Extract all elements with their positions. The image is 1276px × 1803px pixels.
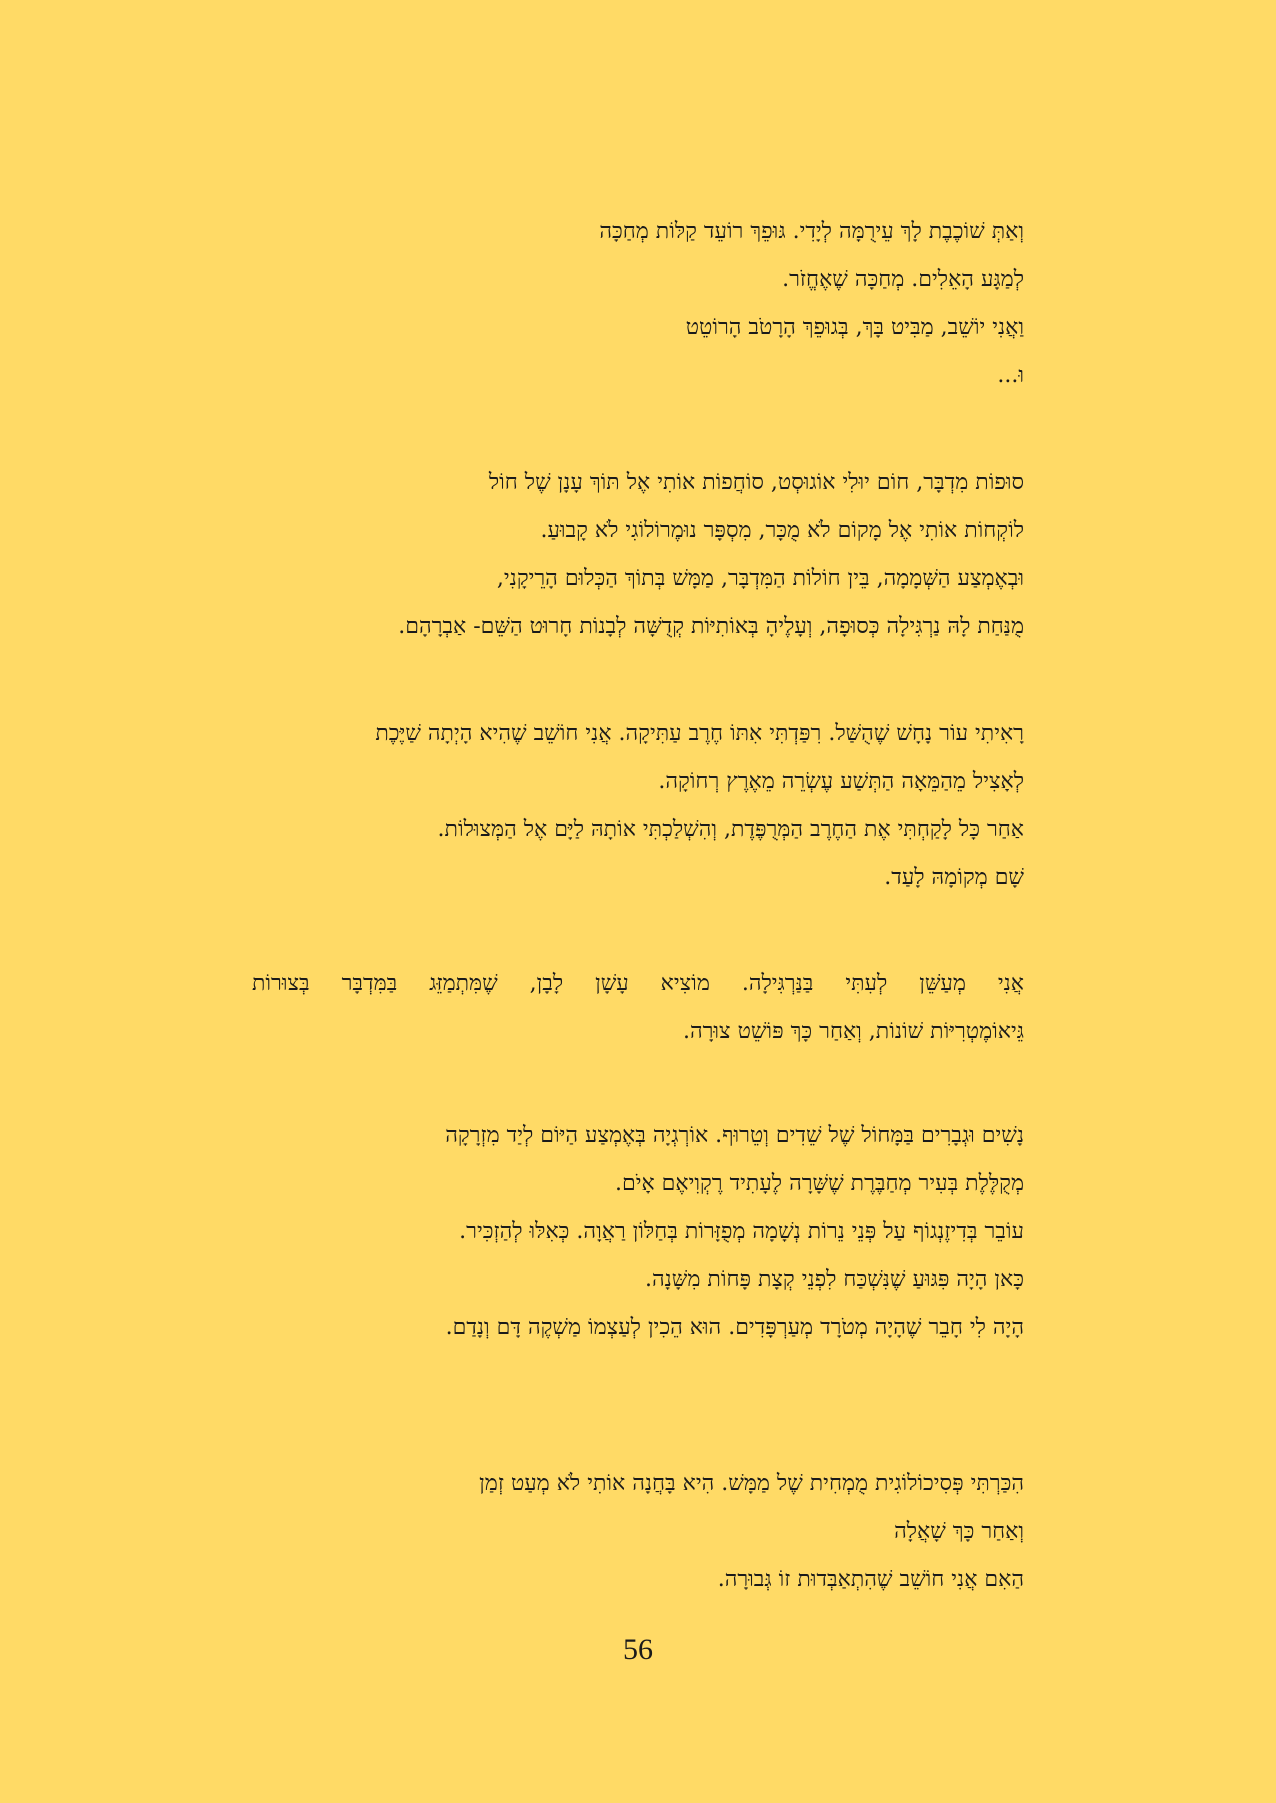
poem-line: לְמַגָּע הָאֵלִים. מְחַכָּה שֶׁאֶחֱזֹר.	[782, 267, 1024, 292]
poem-line: הִכַּרְתִּי פְּסִיכוֹלוֹגִית מֻמְחִית שֶׁל מַמָּשׁ. הִיא בָּחֲנָה אוֹתִי לֹא מְעַט זְמַן	[479, 1471, 1024, 1496]
stanza-3	[224, 710, 1024, 902]
poem-line: הָיָה לִי חָבֵר שֶׁהָיָה מְטֹרָד מְעַרְפָּדִים. הוּא הֵכִין לְעַצְמוֹ מַשְׁקֶה דָּם וְנָדַם.	[445, 1315, 1024, 1340]
stanza-6	[244, 1460, 1024, 1604]
poem-line: גֵּיאוֹמֶטְרִיּוֹת שׁוֹנוֹת, וְאַחַר כָּךְ פּוֹשֵׁט צוּרָה.	[682, 1019, 1024, 1044]
stanza-2	[224, 459, 1024, 651]
poem-line: רָאִיתִי עוֹר נָחָשׁ שֶׁהֻשַּׁל. רִפַּדְתִּי אִתּוֹ חֶרֶב עַתִּיקָה. אֲנִי חוֹשֵׁב שֶׁהִיא הָיְתָה שַׁיֶּכֶת	[375, 721, 1024, 746]
poem-line: עוֹבֵר בְּדִיזֶנְגוֹף עַל פְּנֵי נֵרוֹת נְשָׁמָה מְפֻזָּרוֹת בְּחַלּוֹן רַאֲוָה. כְּאִלּוּ לְהַזְכִּיר.	[459, 1219, 1024, 1244]
poem-line: אַחַר כָּל לָקַחְתִּי אֶת הַחֶרֶב הַמְּרֻפֶּדֶת, וְהִשְׁלַכְתִּי אוֹתָהּ לַיָּם אֶל הַמְּצוּלוֹת.	[437, 817, 1024, 842]
poem-line: וַאֲנִי יוֹשֵׁב, מַבִּיט בָּךְ, בְּגוּפֵךְ הָרָטֹב הָרוֹטֵט	[685, 315, 1024, 340]
poem-line: אֲנִי מְעַשֵּׁן לְעִתִּי בַּנַּרְגִּילָה. מוֹצִיא עָשָׁן לָבָן, שֶׁמִּתְמַזֵּג בַּמִּדְבָּר בְּצוּרוֹת	[252, 971, 1024, 996]
poem-line: סוּפוֹת מִדְבָּר, חוֹם יוּלִי אוֹגוּסְט, סוֹחֲפוֹת אוֹתִי אֶל תּוֹךְ עָנָן שֶׁל חוֹל	[488, 470, 1024, 495]
poem-line: לְאָצִיל מֵהַמֵּאָה הַתְּשַׁע עֶשְׂרֵה מֵאֶרֶץ רְחוֹקָה.	[658, 769, 1024, 794]
poem-line: וְאַחַר כָּךְ שָׁאֲלָה	[894, 1519, 1024, 1544]
poem-line: וּ...	[997, 363, 1024, 388]
page-number: 56	[623, 1633, 653, 1666]
poem-line: מֻנַּחַת לָהּ נַרְגִּילָה כְּסוּפָה, וְעָלֶיהָ בְּאוֹתִיּוֹת קְדֻשָּׁה לְבָנוֹת חָרוּט הַשֵּׁם- אַבְרָהָם.	[398, 614, 1024, 639]
poem-line: וְאַתְּ שׁוֹכֶבֶת לָךְ עֵירֻמָּה לְיָדִי. גּוּפֵךְ רוֹעֵד קַלּוֹת מְחַכָּה	[599, 219, 1024, 244]
poem-line: שָׁם מְקוֹמָהּ לָעַד.	[884, 865, 1024, 890]
poem-line: וּבְאֶמְצַע הַשְּׁמָמָה, בֵּין חוֹלוֹת הַמִּדְבָּר, מַמָּשׁ בְּתוֹךְ הַכְּלוּם הָרֵיקָנִי,	[496, 566, 1024, 591]
poem-line: הַאִם אֲנִי חוֹשֵׁב שֶׁהִתְאַבְּדוּת זוֹ גְּבוּרָה.	[717, 1567, 1024, 1592]
stanza-1	[244, 208, 1024, 400]
poem-line: נָשִׁים וּגְבָרִים בַּמָּחוֹל שֶׁל שֵׁדִים וְטֵרוּף. אוֹרְגְיָה בְּאֶמְצַע הַיּוֹם לְיַד מִזְרָקָה	[445, 1123, 1024, 1148]
poem-line: לוֹקְחוֹת אוֹתִי אֶל מָקוֹם לֹא מֻכָּר, מִסְפָּר נוּמֶרוֹלוֹגִי לֹא קָבוּעַ.	[540, 518, 1024, 543]
poem-line: מְקֻלֶּלֶת בְּעִיר מְחַבֶּרֶת שֶׁשָּׁרָה לֶעָתִיד רֶקְוִיאֶם אָיֹם.	[614, 1171, 1024, 1196]
stanza-4	[252, 960, 1024, 1056]
stanza-5	[224, 1112, 1024, 1352]
poem-line: כָּאן הָיָה פִּגּוּעַ שֶׁנִּשְׁכַּח לִפְנֵי קְצָת פָּחוֹת מִשָּׁנָה.	[644, 1267, 1024, 1292]
